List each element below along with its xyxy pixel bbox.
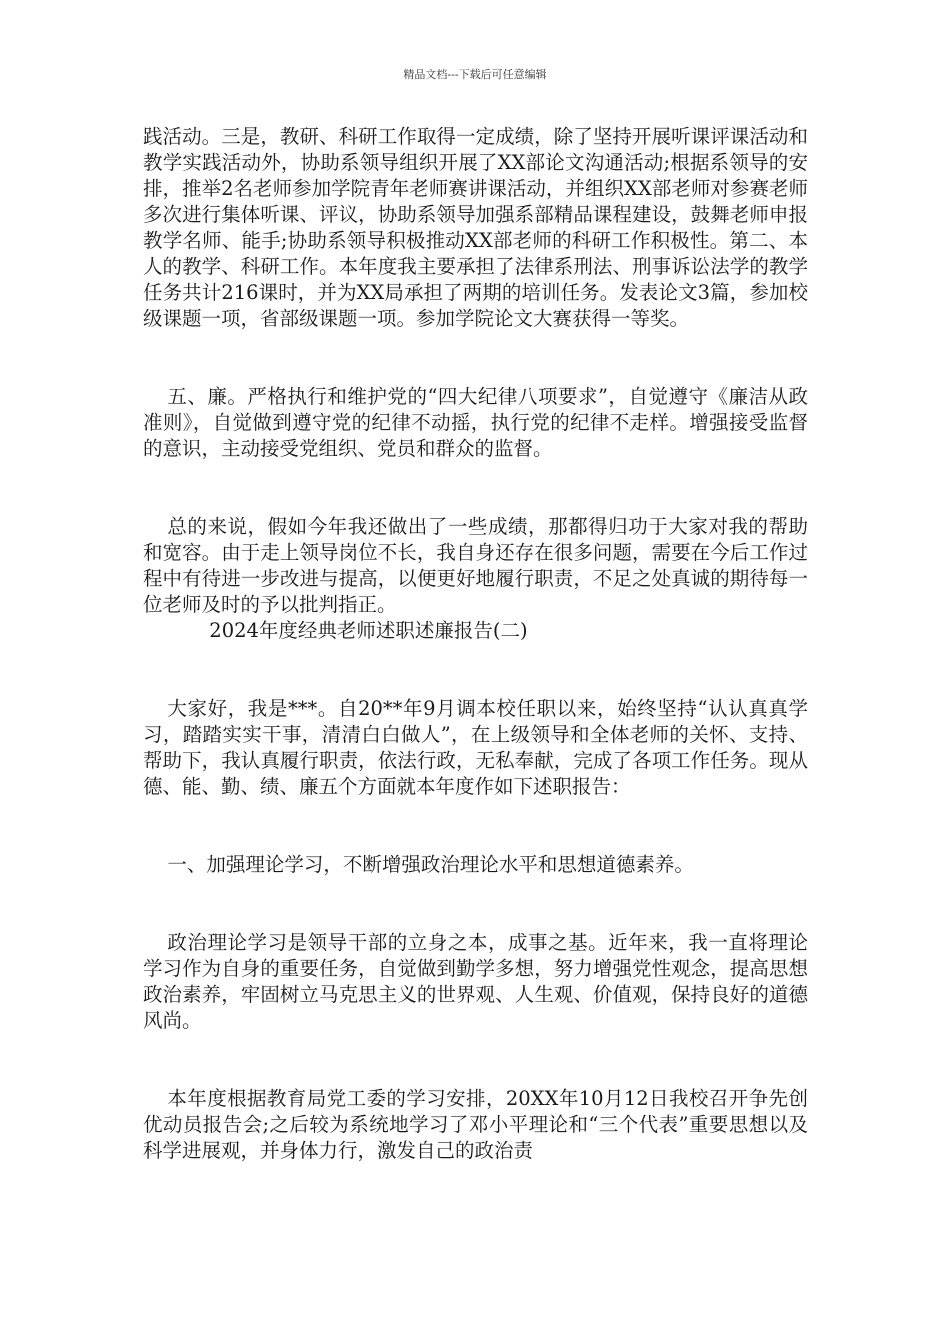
- paragraph-integrity: 五、廉。严格执行和维护党的“四大纪律八项要求”，自觉遵守《廉洁从政准则》，自觉做到遵守党的纪律不动摇，执行党的纪律不走样。增强接受监督的意识，主动接受党组织、党员和群众的监督。: [143, 385, 808, 460]
- paragraph-political-study: 政治理论学习是领导干部的立身之本，成事之基。近年来，我一直将理论学习作为自身的重要任务，自觉做到勤学多想，努力增强党性观念，提高思想政治素养，牢固树立马克思主义的世界观、人生观、价值观，保持良好的道德风尚。: [143, 931, 808, 1032]
- paragraph-study-arrangement: 本年度根据教育局党工委的学习安排，20XX年10月12日我校召开争先创优动员报告会;之后较为系统地学习了邓小平理论和“三个代表”重要思想以及科学进展观，并身体力行，激发自己的政治责: [143, 1087, 808, 1162]
- paragraph-greeting: 大家好，我是***。自20**年9月调本校任职以来，始终坚持“认认真真学习，踏踏实实干事，清清白白做人”，在上级领导和全体老师的关怀、支持、帮助下，我认真履行职责，依法行政，无私奉献，完成了各项工作任务。现从德、能、勤、绩、廉五个方面就本年度作如下述职报告：: [143, 697, 808, 798]
- section-title-report-2: 2024年度经典老师述职述廉报告(二): [209, 619, 528, 642]
- paragraph-teaching-research: 践活动。三是，教研、科研工作取得一定成绩，除了坚持开展听课评课活动和教学实践活动外，协助系领导组织开展了XX部论文沟通活动;根据系领导的安排，推举2名老师参加学院青年老师赛讲课活动，并组织XX部老师对参赛老师多次进行集体听课、评议，协助系领导加强系部精品课程建设，鼓舞老师申报教学名师、能手;协助系领导积极推动XX部老师的科研工作积极性。第二、本人的教学、科研工作。本年度我主要承担了法律系刑法、刑事诉讼法学的教学任务共计216课时，并为XX局承担了两期的培训任务。发表论文3篇，参加校级课题一项，省部级课题一项。参加学院论文大赛获得一等奖。: [143, 125, 808, 330]
- heading-theory-study: 一、加强理论学习，不断增强政治理论水平和思想道德素养。: [167, 853, 694, 876]
- paragraph-summary: 总的来说，假如今年我还做出了一些成绩，那都得归功于大家对我的帮助和宽容。由于走上领导岗位不长，我自身还存在很多问题，需要在今后工作过程中有待进一步改进与提高，以便更好地履行职责，不足之处真诚的期待每一位老师及时的予以批判指正。: [143, 515, 808, 616]
- page-header-watermark: 精品文档---下载后可任意编辑: [403, 68, 547, 81]
- document-body: [143, 124, 808, 1164]
